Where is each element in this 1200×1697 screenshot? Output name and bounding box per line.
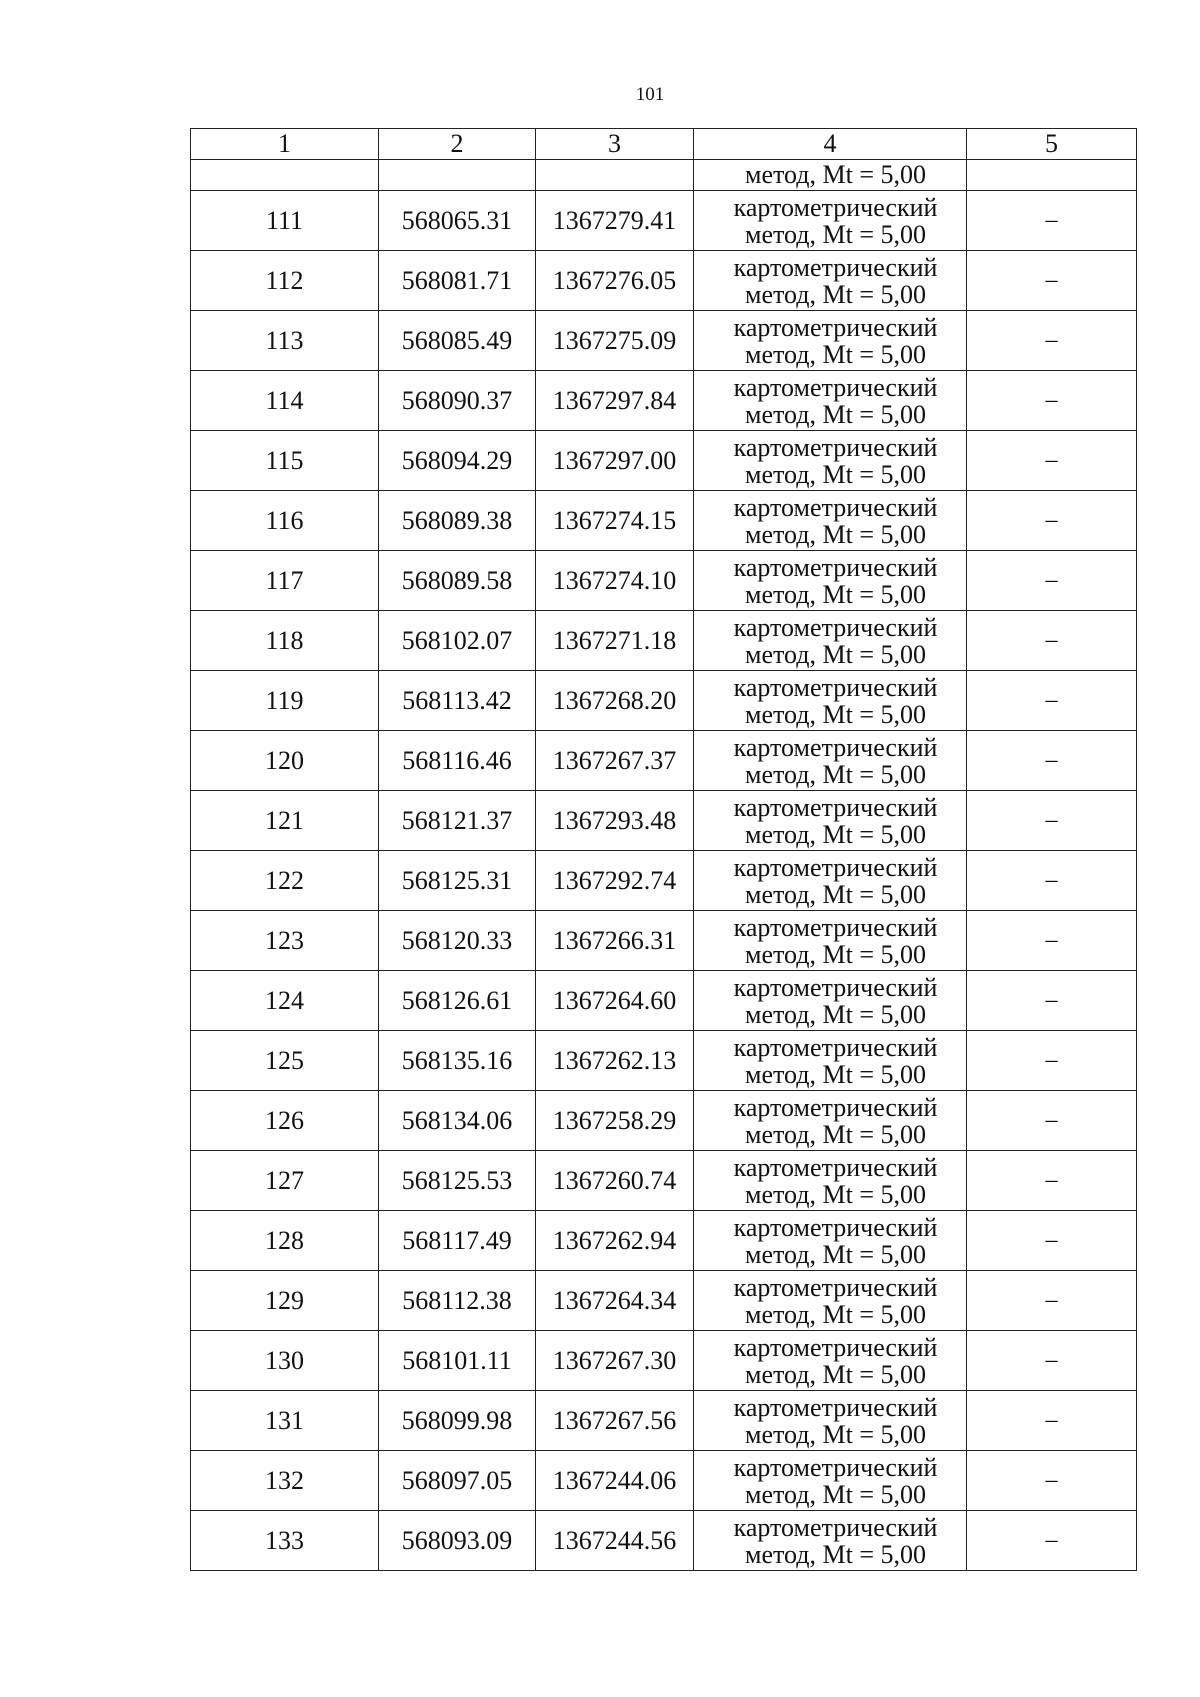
- method-line-1: картометрический: [733, 1332, 938, 1362]
- cell-number: 133: [191, 1511, 379, 1571]
- method-line-2: метод, Mt = 5,00: [745, 879, 926, 909]
- header-col-1: 1: [191, 129, 379, 160]
- cell-y: 1367262.13: [536, 1031, 694, 1091]
- cell-note: –: [967, 1511, 1137, 1571]
- cell-x: [379, 160, 536, 191]
- method-line-2: метод, Mt = 5,00: [745, 1059, 926, 1089]
- method-line-1: картометрический: [733, 552, 938, 582]
- cell-note: –: [967, 1271, 1137, 1331]
- cell-y: 1367264.34: [536, 1271, 694, 1331]
- cell-number: 127: [191, 1151, 379, 1211]
- cell-number: 122: [191, 851, 379, 911]
- cell-method: [694, 911, 967, 971]
- table-row: [191, 551, 1137, 611]
- cell-y: 1367271.18: [536, 611, 694, 671]
- method-line-1: картометрический: [733, 1272, 938, 1302]
- cell-method: [694, 731, 967, 791]
- cell-note: –: [967, 791, 1137, 851]
- cell-number: 131: [191, 1391, 379, 1451]
- table-row: [191, 491, 1137, 551]
- cell-x: 568135.16: [379, 1031, 536, 1091]
- method-line-2: метод, Mt = 5,00: [745, 1239, 926, 1269]
- cell-number: 120: [191, 731, 379, 791]
- continuation-row: [191, 160, 1137, 191]
- cell-y: 1367267.37: [536, 731, 694, 791]
- cell-x: 568081.71: [379, 251, 536, 311]
- method-line-2: метод, Mt = 5,00: [745, 279, 926, 309]
- cell-y: 1367279.41: [536, 191, 694, 251]
- cell-number: 111: [191, 191, 379, 251]
- cell-number: 130: [191, 1331, 379, 1391]
- cell-note: –: [967, 371, 1137, 431]
- method-line-1: картометрический: [733, 192, 938, 222]
- cell-y: 1367267.30: [536, 1331, 694, 1391]
- cell-x: 568134.06: [379, 1091, 536, 1151]
- cell-method: [694, 611, 967, 671]
- cell-x: 568090.37: [379, 371, 536, 431]
- cell-y: 1367297.84: [536, 371, 694, 431]
- cell-x: 568101.11: [379, 1331, 536, 1391]
- method-line-2: метод, Mt = 5,00: [745, 1539, 926, 1569]
- cell-y: 1367292.74: [536, 851, 694, 911]
- cell-note: –: [967, 431, 1137, 491]
- table-row: [191, 851, 1137, 911]
- cell-y: 1367274.15: [536, 491, 694, 551]
- method-line-1: картометрический: [733, 312, 938, 342]
- cell-note: –: [967, 611, 1137, 671]
- cell-number: 116: [191, 491, 379, 551]
- cell-method: [694, 160, 967, 191]
- cell-method: [694, 971, 967, 1031]
- cell-method: [694, 1211, 967, 1271]
- cell-method: [694, 311, 967, 371]
- cell-x: 568117.49: [379, 1211, 536, 1271]
- cell-y: 1367274.10: [536, 551, 694, 611]
- cell-x: 568097.05: [379, 1451, 536, 1511]
- cell-number: 118: [191, 611, 379, 671]
- method-line-1: картометрический: [733, 852, 938, 882]
- cell-number: [191, 160, 379, 191]
- header-col-5: 5: [967, 129, 1137, 160]
- method-line-2: метод, Mt = 5,00: [745, 1119, 926, 1149]
- cell-x: 568093.09: [379, 1511, 536, 1571]
- cell-number: 114: [191, 371, 379, 431]
- table-row: [191, 611, 1137, 671]
- table-row: [191, 251, 1137, 311]
- cell-y: 1367275.09: [536, 311, 694, 371]
- cell-x: 568120.33: [379, 911, 536, 971]
- method-line-1: картометрический: [733, 1392, 938, 1422]
- table-row: [191, 1451, 1137, 1511]
- cell-y: 1367244.56: [536, 1511, 694, 1571]
- header-col-2: 2: [379, 129, 536, 160]
- method-line-1: картометрический: [733, 732, 938, 762]
- method-line-1: картометрический: [733, 672, 938, 702]
- table-row: [191, 191, 1137, 251]
- cell-note: –: [967, 311, 1137, 371]
- cell-method: [694, 431, 967, 491]
- cell-method: [694, 551, 967, 611]
- cell-x: 568125.53: [379, 1151, 536, 1211]
- cell-method: [694, 1271, 967, 1331]
- cell-note: [967, 160, 1137, 191]
- cell-number: 128: [191, 1211, 379, 1271]
- method-line-2: метод, Mt = 5,00: [745, 999, 926, 1029]
- cell-y: 1367244.06: [536, 1451, 694, 1511]
- method-line-1: картометрический: [733, 372, 938, 402]
- method-line-2: метод, Mt = 5,00: [745, 579, 926, 609]
- cell-note: –: [967, 1031, 1137, 1091]
- table-row: [191, 671, 1137, 731]
- header-row: [191, 129, 1137, 160]
- method-line-1: картометрический: [733, 492, 938, 522]
- cell-method: [694, 1091, 967, 1151]
- page-number: 101: [635, 84, 665, 105]
- cell-method: [694, 791, 967, 851]
- cell-x: 568126.61: [379, 971, 536, 1031]
- coordinates-table: [190, 128, 1137, 1571]
- method-line-1: картометрический: [733, 1512, 938, 1542]
- cell-x: 568112.38: [379, 1271, 536, 1331]
- cell-method: [694, 491, 967, 551]
- cell-method: [694, 671, 967, 731]
- cell-y: 1367297.00: [536, 431, 694, 491]
- method-line-2: метод, Mt = 5,00: [745, 1479, 926, 1509]
- method-line-2: метод, Mt = 5,00: [745, 819, 926, 849]
- cell-method: [694, 851, 967, 911]
- method-line-1: картометрический: [733, 1032, 938, 1062]
- method-line-1: картометрический: [733, 792, 938, 822]
- cell-number: 129: [191, 1271, 379, 1331]
- method-line-2: метод, Mt = 5,00: [745, 399, 926, 429]
- cell-x: 568085.49: [379, 311, 536, 371]
- cell-x: 568089.38: [379, 491, 536, 551]
- method-line-2: метод, Mt = 5,00: [745, 1419, 926, 1449]
- table-row: [191, 1091, 1137, 1151]
- table-row: [191, 1511, 1137, 1571]
- cell-x: 568102.07: [379, 611, 536, 671]
- cell-x: 568121.37: [379, 791, 536, 851]
- cell-x: 568089.58: [379, 551, 536, 611]
- table-row: [191, 1271, 1137, 1331]
- header-col-4: 4: [694, 129, 967, 160]
- cell-method: [694, 251, 967, 311]
- table-row: [191, 1391, 1137, 1451]
- table-row: [191, 971, 1137, 1031]
- cell-note: –: [967, 191, 1137, 251]
- table-row: [191, 371, 1137, 431]
- cell-note: –: [967, 1451, 1137, 1511]
- cell-y: 1367260.74: [536, 1151, 694, 1211]
- cell-x: 568116.46: [379, 731, 536, 791]
- header-col-3: 3: [536, 129, 694, 160]
- cell-method: [694, 1331, 967, 1391]
- table-row: [191, 1211, 1137, 1271]
- cell-x: 568065.31: [379, 191, 536, 251]
- cell-number: 112: [191, 251, 379, 311]
- method-line-2: метод, Mt = 5,00: [745, 219, 926, 249]
- cell-number: 119: [191, 671, 379, 731]
- method-line-2: метод, Mt = 5,00: [745, 699, 926, 729]
- method-line-1: картометрический: [733, 972, 938, 1002]
- cell-y: 1367267.56: [536, 1391, 694, 1451]
- cell-x: 568094.29: [379, 431, 536, 491]
- method-line-2: метод, Mt = 5,00: [745, 1179, 926, 1209]
- table-row: [191, 311, 1137, 371]
- table-row: [191, 1151, 1137, 1211]
- method-line-2: метод, Mt = 5,00: [745, 519, 926, 549]
- method-line-1: картометрический: [733, 1092, 938, 1122]
- cell-note: –: [967, 551, 1137, 611]
- cell-y: 1367293.48: [536, 791, 694, 851]
- cell-note: –: [967, 1391, 1137, 1451]
- method-line-2: метод, Mt = 5,00: [745, 759, 926, 789]
- cell-y: 1367264.60: [536, 971, 694, 1031]
- cell-note: –: [967, 491, 1137, 551]
- table-row: [191, 431, 1137, 491]
- cell-number: 117: [191, 551, 379, 611]
- cell-method: [694, 1451, 967, 1511]
- cell-note: –: [967, 1091, 1137, 1151]
- cell-note: –: [967, 1151, 1137, 1211]
- cell-y: 1367268.20: [536, 671, 694, 731]
- cell-y: [536, 160, 694, 191]
- cell-note: –: [967, 851, 1137, 911]
- cell-note: –: [967, 971, 1137, 1031]
- cell-y: 1367258.29: [536, 1091, 694, 1151]
- cell-method: [694, 1031, 967, 1091]
- table-row: [191, 1331, 1137, 1391]
- cell-number: 121: [191, 791, 379, 851]
- cell-y: 1367262.94: [536, 1211, 694, 1271]
- method-line-1: картометрический: [733, 1212, 938, 1242]
- cell-method: [694, 1151, 967, 1211]
- method-line-1: картометрический: [733, 1452, 938, 1482]
- table-row: [191, 1031, 1137, 1091]
- method-line-1: картометрический: [733, 252, 938, 282]
- method-line-1: картометрический: [733, 432, 938, 462]
- method-line-2: метод, Mt = 5,00: [745, 639, 926, 669]
- method-line-2: метод, Mt = 5,00: [745, 1359, 926, 1389]
- cell-number: 124: [191, 971, 379, 1031]
- cell-number: 125: [191, 1031, 379, 1091]
- method-line-2: метод, Mt = 5,00: [745, 459, 926, 489]
- table-row: [191, 911, 1137, 971]
- cell-number: 123: [191, 911, 379, 971]
- method-line-2: метод, Mt = 5,00: [745, 160, 926, 189]
- cell-y: 1367266.31: [536, 911, 694, 971]
- cell-note: –: [967, 911, 1137, 971]
- cell-note: –: [967, 1211, 1137, 1271]
- cell-note: –: [967, 671, 1137, 731]
- table-row: [191, 731, 1137, 791]
- cell-method: [694, 191, 967, 251]
- method-line-1: картометрический: [733, 612, 938, 642]
- cell-number: 115: [191, 431, 379, 491]
- table-row: [191, 791, 1137, 851]
- cell-method: [694, 371, 967, 431]
- cell-number: 126: [191, 1091, 379, 1151]
- cell-number: 113: [191, 311, 379, 371]
- cell-method: [694, 1391, 967, 1451]
- cell-note: –: [967, 1331, 1137, 1391]
- cell-y: 1367276.05: [536, 251, 694, 311]
- cell-note: –: [967, 731, 1137, 791]
- cell-x: 568125.31: [379, 851, 536, 911]
- cell-number: 132: [191, 1451, 379, 1511]
- cell-x: 568099.98: [379, 1391, 536, 1451]
- method-line-2: метод, Mt = 5,00: [745, 939, 926, 969]
- method-line-2: метод, Mt = 5,00: [745, 1299, 926, 1329]
- cell-method: [694, 1511, 967, 1571]
- cell-x: 568113.42: [379, 671, 536, 731]
- method-line-2: метод, Mt = 5,00: [745, 339, 926, 369]
- cell-note: –: [967, 251, 1137, 311]
- method-line-1: картометрический: [733, 1152, 938, 1182]
- method-line-1: картометрический: [733, 912, 938, 942]
